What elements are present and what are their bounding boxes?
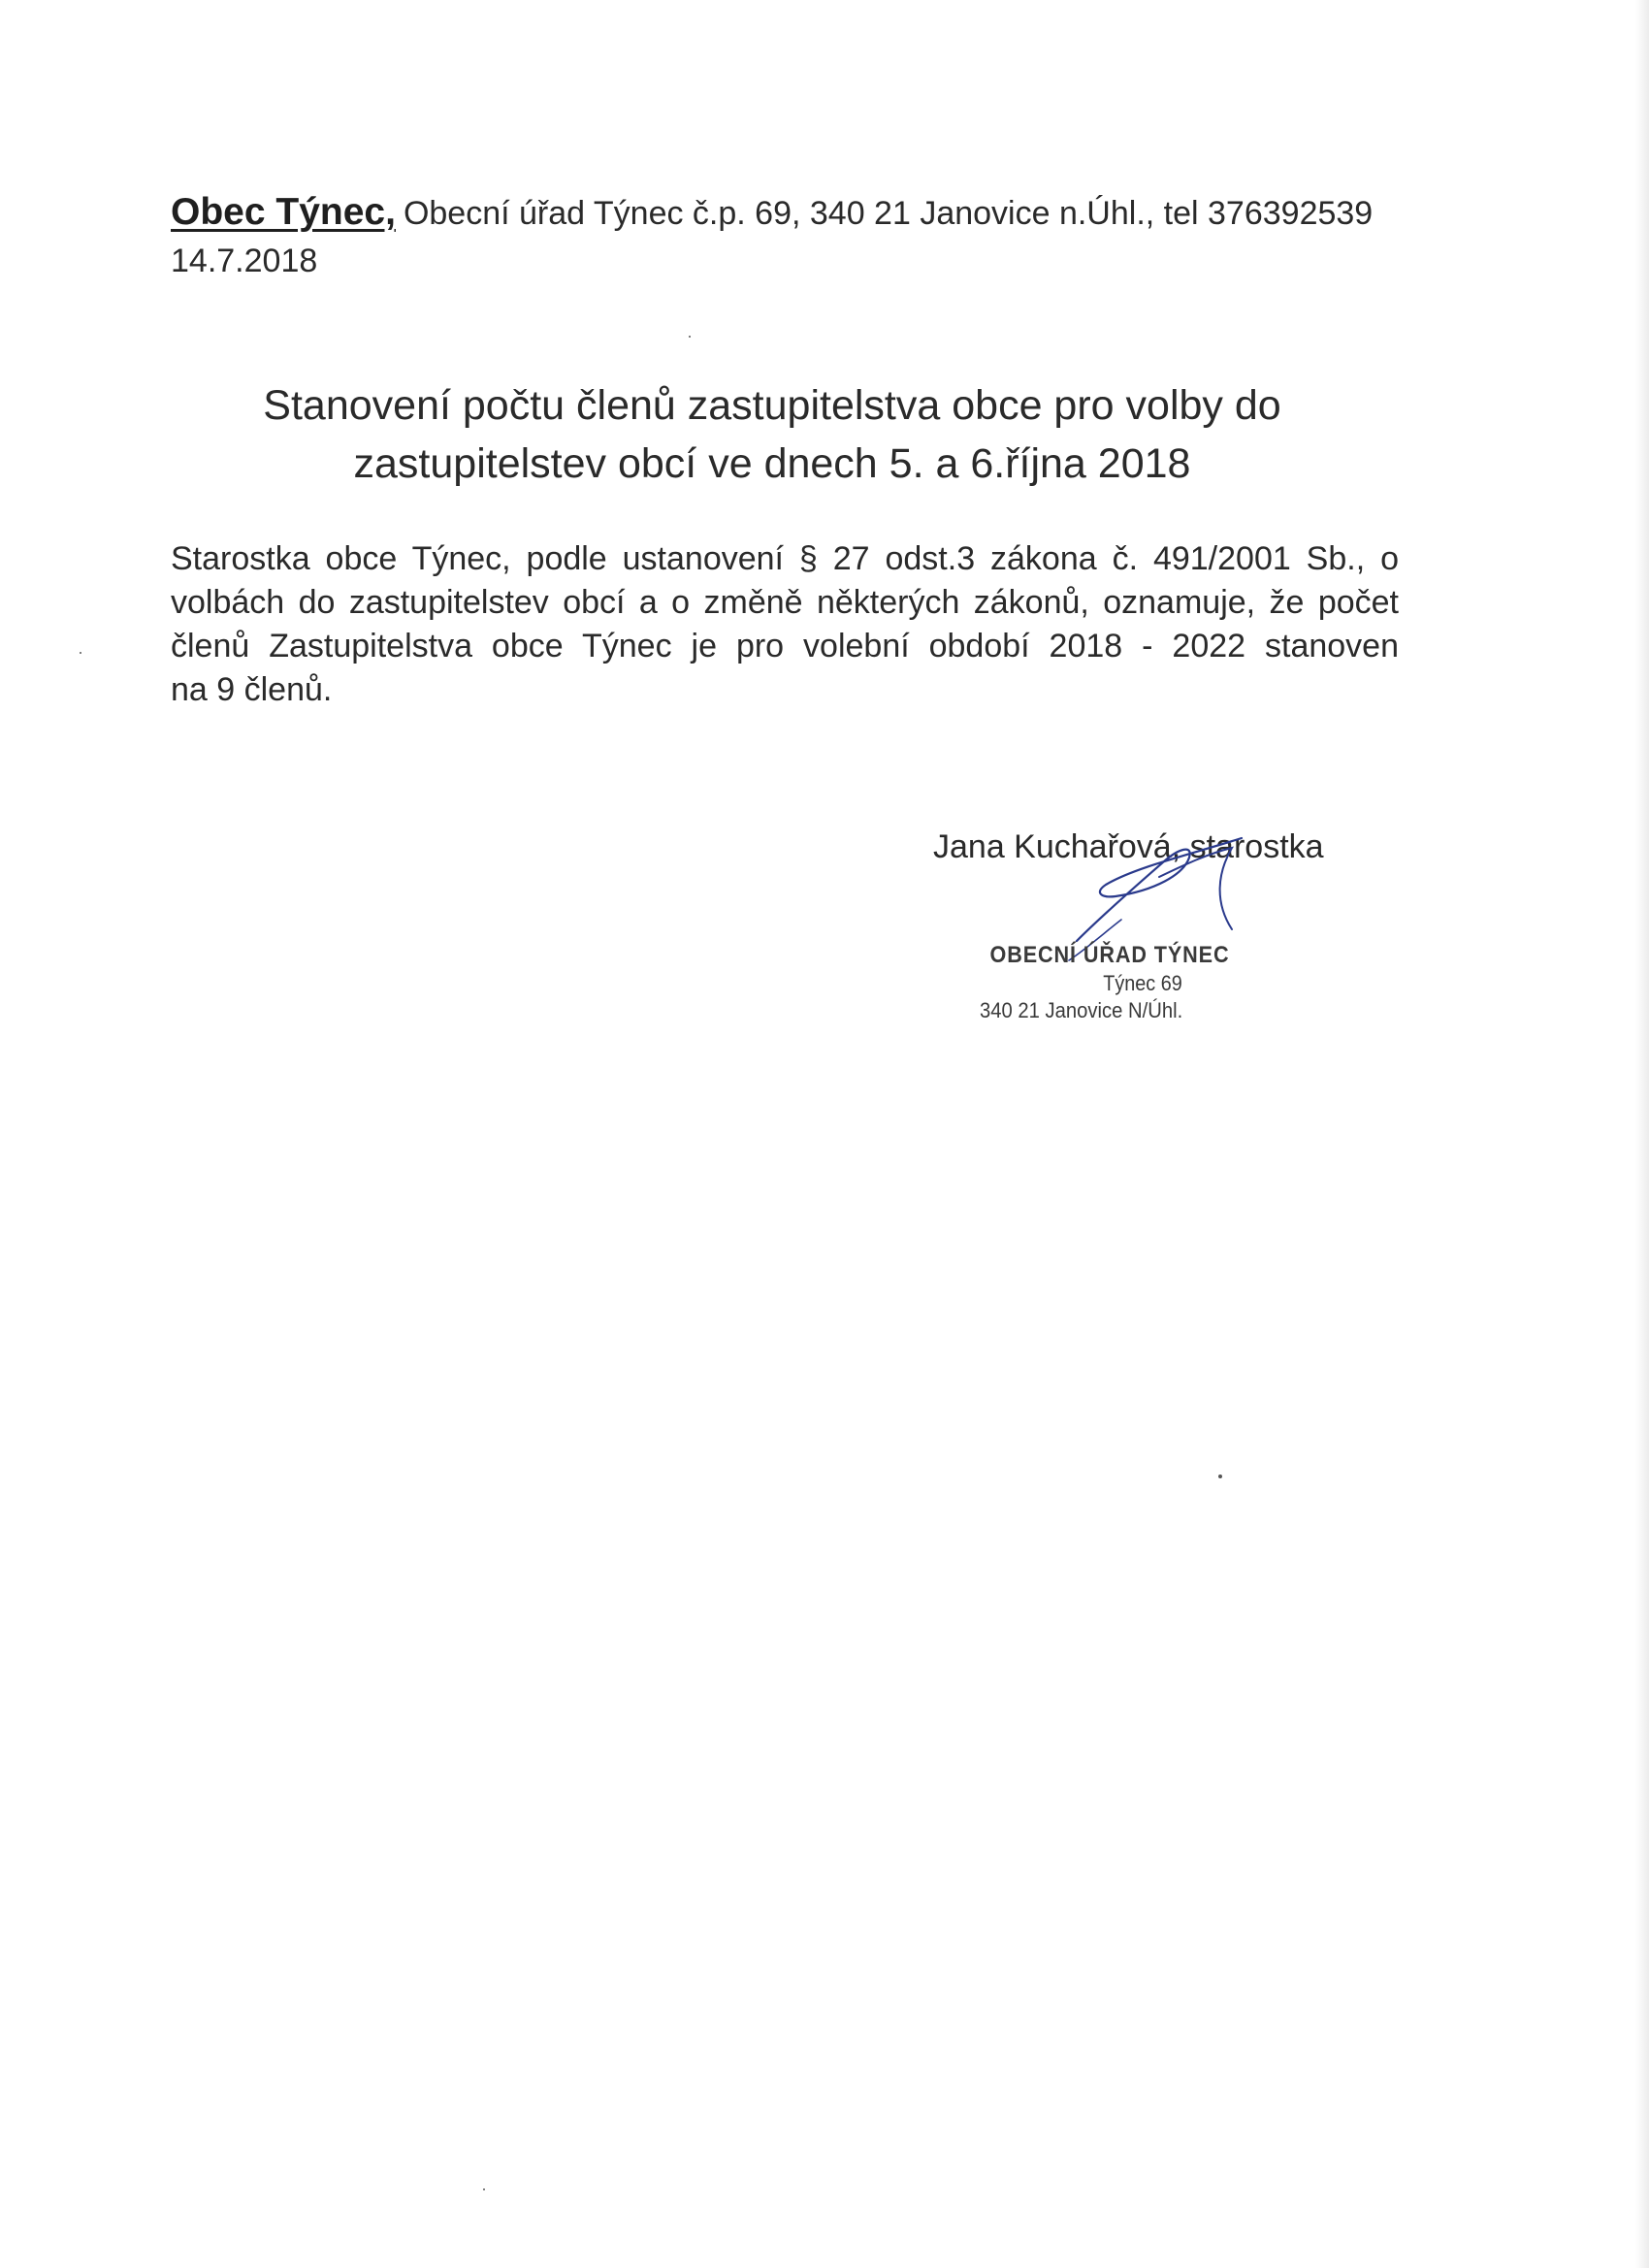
stamp-line-2: Týnec 69 <box>1103 971 1182 995</box>
paragraph-line-3: členů Zastupitelstva obce Týnec je pro volební období 2018 - 2022 stanoven <box>171 628 1399 664</box>
scan-speck <box>483 2188 485 2190</box>
signatory-name: Jana Kuchařová, starostka <box>933 828 1324 865</box>
stamp-line-3: 340 21 Janovice N/Úhl. <box>980 998 1183 1022</box>
letterhead <box>171 190 1432 236</box>
letterhead-address: Obecní úřad Týnec č.p. 69, 340 21 Janovice n.Úhl., tel 376392539 <box>403 195 1374 232</box>
title-line-2: zastupitelstev obcí ve dnech 5. a 6.října 2018 <box>353 440 1191 487</box>
document-date: 14.7.2018 <box>171 243 318 279</box>
stamp-line-1: OBECNÍ ÚŘAD TÝNEC <box>989 942 1230 968</box>
document-title <box>171 376 1374 493</box>
scan-edge-shadow <box>1635 0 1649 2268</box>
scan-speck <box>80 652 81 654</box>
paragraph-line-1: Starostka obce Týnec, podle ustanovení § 27 odst.3 zákona č. 491/2001 Sb., o <box>171 540 1399 577</box>
announcement-paragraph <box>171 537 1399 712</box>
scan-speck <box>1218 1474 1222 1478</box>
municipality-name: Obec Týnec, <box>171 191 396 233</box>
scan-speck <box>689 336 691 338</box>
paragraph-line-2: volbách do zastupitelstev obcí a o změně některých zákonů, oznamuje, že počet <box>171 584 1399 621</box>
official-stamp <box>980 941 1259 1024</box>
paragraph-line-4: na 9 členů. <box>171 671 333 708</box>
title-line-1: Stanovení počtu členů zastupitelstva obce pro volby do <box>263 382 1281 429</box>
